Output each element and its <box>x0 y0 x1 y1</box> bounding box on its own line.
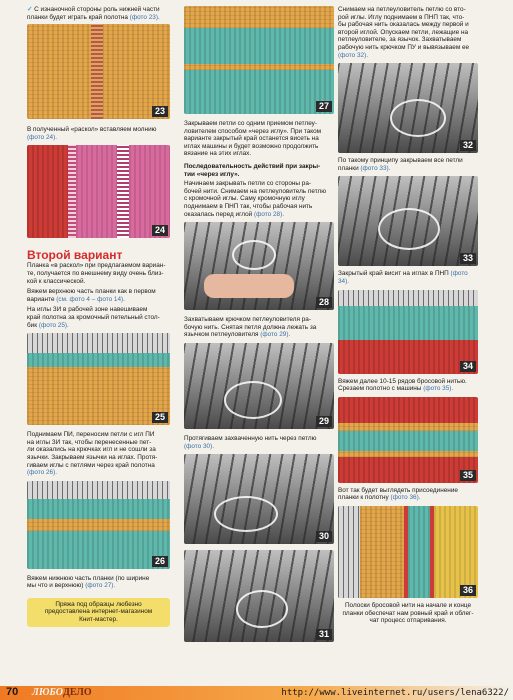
photo-number: 23 <box>152 106 168 117</box>
column-right <box>338 6 478 625</box>
paragraph-steaming: Полоски бросовой нити на начале и конце планки обеспечат нам ровный край и облег- чат процесс отпаривания. <box>342 601 474 625</box>
magazine-logo: ЛЮБОДЕЛО <box>32 687 92 698</box>
paragraph-edge-hangs: Закрытый край висит на иглах в ПНП (фото 34). <box>338 270 468 285</box>
photo-35: 35 <box>338 397 478 483</box>
photo-36: 36 <box>338 506 478 598</box>
page-number: 70 <box>6 686 19 698</box>
photo-25: 25 <box>27 333 170 425</box>
photo-24: 24 <box>27 145 170 238</box>
photo-30: 30 <box>184 454 334 544</box>
photo-27: 27 <box>184 6 334 114</box>
photo-23 <box>27 24 170 119</box>
paragraph-top-part: Вяжем верхнюю часть планки как в первом варианте (см. фото 4 – фото 14). <box>27 288 156 303</box>
paragraph-second-needle: Снимаем на петлеуловитель петлю со вто- рой иглы. Иглу поднимаем в ПНП так, что- бы рабочая нить оказалась между первой и второй иглой. Опускаем петли, лежащие на петлеуловителе, за язычок. Захватываем рабочую нить крючком ПУ и вывязываем ее (фото 32). <box>338 6 470 59</box>
paragraph-result: Вот так будет выглядеть присоединение планки к полотну (фото 36). <box>338 486 458 502</box>
photo-ref: (фото 23). <box>129 13 160 21</box>
paragraph-hang-edge: На иглы ЗИ в рабочей зоне навешиваем край полотна за кромочный петельный стол- бик (фото 25). <box>27 306 160 329</box>
photo-34: 34 <box>338 290 478 374</box>
photo-33: 33 <box>338 176 478 266</box>
paragraph-waste-yarn: Вяжем далее 10-15 рядов бросовой нитью. Срезаем полотно с машины (фото 35). <box>338 377 467 393</box>
paragraph-close-loops: Закрываем петли со одним приемом петлеу- ловителем способом «через иглу». При таком варианте закрытый край останется висеть на иглах машины и будет возможно продолжить вязание на этих иглах. <box>184 120 322 158</box>
check-icon: ✓ <box>27 6 33 13</box>
paragraph-sequence: Начинаем закрывать петли со стороны ра- бочей нити. Снимаем на петлеуловитель петлю с кромочной иглы. Саму кромочную иглу поднимаем в ПНП так, чтобы рабочая нить оказалась перед иглой (фото 28). <box>184 180 327 218</box>
paragraph-close-all: По такому принципу закрываем все петли планки (фото 33). <box>338 157 463 172</box>
paragraph-pull-thread: Протягиваем захваченную нить через петлю (фото 30). <box>184 434 317 450</box>
paragraph-variant: Планка «в раскол» при предлагаемом вариан- те, получается по внешнему виду очень близ- кой к классической. <box>27 262 166 285</box>
credits-box <box>27 598 170 627</box>
photo-31: 31 <box>184 550 334 642</box>
paragraph-catch-thread: Захватываем крючком петлеуловителя ра- бочую нить. Снятая петля должна лежать за язычком петлеуловителя (фото 29). <box>184 316 317 339</box>
column-left <box>27 6 170 627</box>
column-middle <box>184 6 334 642</box>
section-heading: Второй вариант <box>27 248 123 263</box>
photo-29: 29 <box>184 343 334 429</box>
paragraph-intro: ✓ С изнаночной стороны роль нижней части планки будет играть край полотна (фото 23). <box>27 6 160 21</box>
paragraph-zipper: В полученный «раскол» вставляем молнию (фото 24). <box>27 126 157 141</box>
credits-text: Пряжа под образцы любезно предоставлена интернет-магазином Книт-мастер. <box>44 600 153 624</box>
paragraph-bottom-part: Вяжем нижнюю часть планки (по ширине мы что и верхнюю) (фото 27). <box>27 574 150 590</box>
paragraph-transfer: Поднимаем ПИ, переносим петли с игл ПИ на иглы ЗИ так, чтобы перенесенные пет- ли оказались на крючках игл и не сошли за язычки. Закрываем язычки на иглах. Протя- гиваем иглы с петлями через край полотна (фото 26). <box>27 431 158 477</box>
photo-26: 26 <box>27 481 170 569</box>
photo-28: 28 <box>184 222 334 310</box>
sequence-title: Последовательность действий при закры- тии «через иглу». <box>184 162 321 178</box>
watermark-url: http://www.liveinternet.ru/users/lena6322/ <box>281 688 509 698</box>
photo-32: 32 <box>338 63 478 153</box>
